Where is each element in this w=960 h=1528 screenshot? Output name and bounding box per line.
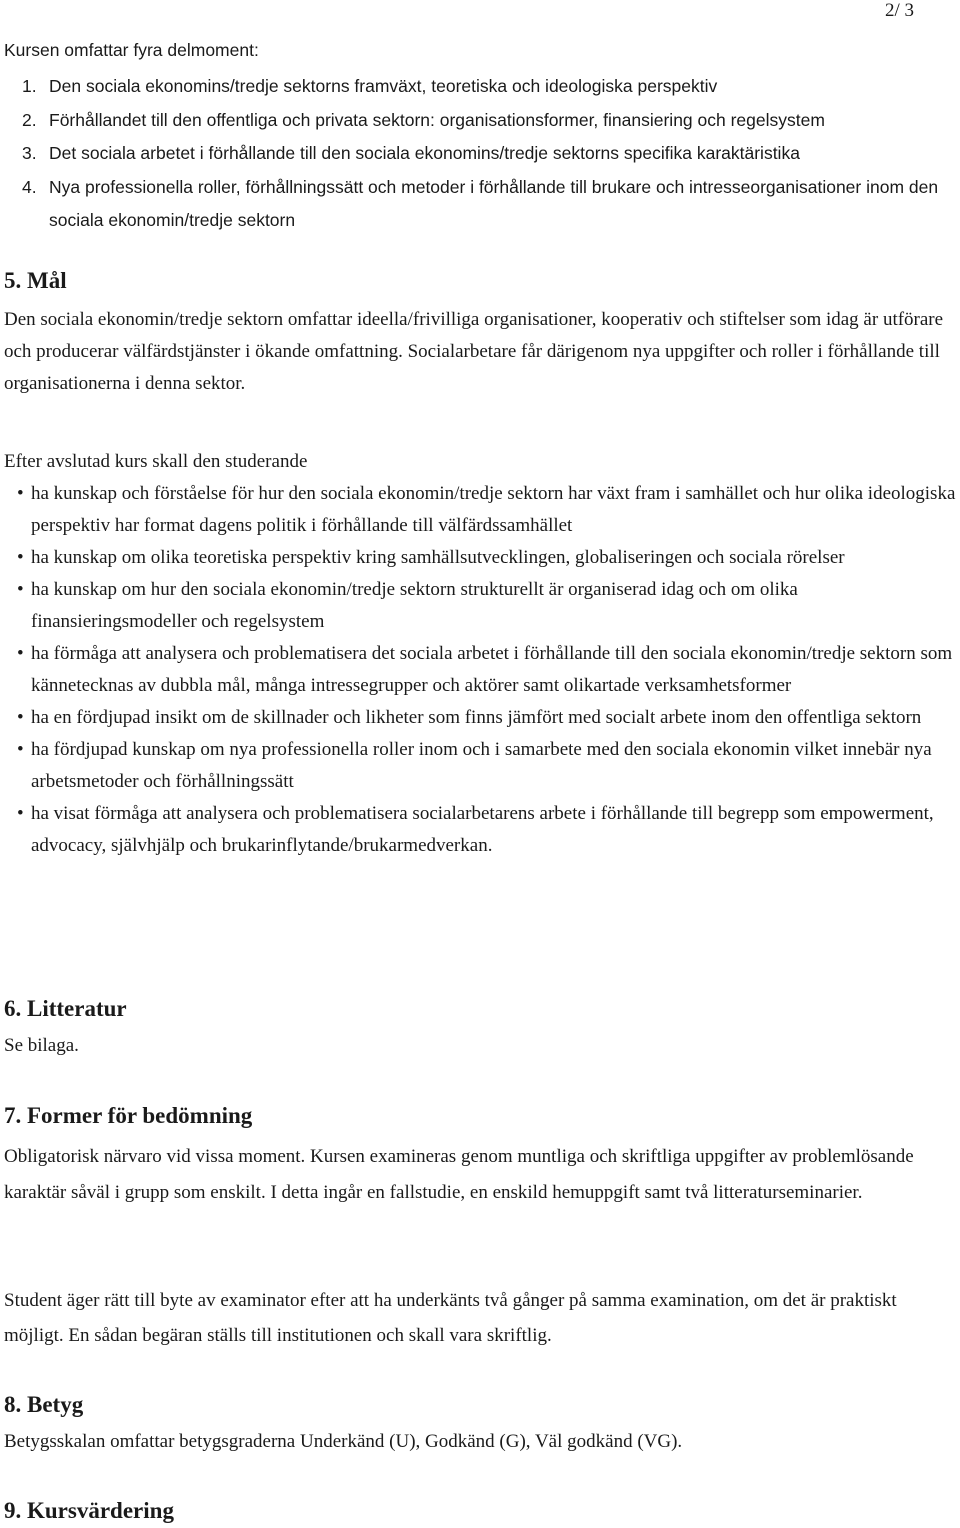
moment-item [22,104,952,138]
moment-item [22,171,952,238]
goals-text: Den sociala ekonomin/tredje sektorn omfattar ideella/frivilliga organisationer, kooperativ och stiftelser som idag är utförare och producerar välfärdstjänster i ökande omfattning. Socialarbetare får därigenom nya uppgifter och roller i förhållande till organisationerna i denna sektor. [4,309,944,394]
literature-heading: 6. Litteratur [4,996,127,1021]
page-number: 2/ 3 [884,0,914,21]
outcome-item: • ha kunskap och förståelse för hur den sociala ekonomin/tredje sektorn har växt fram i samhället och hur olika ideologiska perspektiv har format dagens politik i förhållande till välfärdssamhället [4,478,956,542]
outcomes-intro: Efter avslutad kurs skall den studerande [4,451,308,472]
outcome-item: • ha fördjupad kunskap om nya professionella roller inom och i samarbete med den sociala ekonomin vilket innebär nya arbetsmetoder och förhållningssätt [4,734,956,798]
outcome-item: • ha kunskap om hur den sociala ekonomin/tredje sektorn strukturellt är organiserad idag och om olika finansieringsmodeller och regelsystem [4,574,956,638]
moment-text: Det sociala arbetet i förhållande till den sociala ekonomins/tredje sektorns specifika karaktäristika [49,143,800,163]
outcomes-list [4,478,956,862]
literature-text: Se bilaga. [4,1035,79,1056]
examiner-change-text: Student äger rätt till byte av examinator efter att ha underkänts två gånger på samma examination, om det är praktiskt möjligt. En sådan begäran ställs till institutionen och skall vara skriftlig. [4,1290,897,1346]
outcome-item: • ha en fördjupad insikt om de skillnader och likheter som finns jämfört med socialt arbete inom den offentliga sektorn [4,702,956,734]
assessment-text: Obligatorisk närvaro vid vissa moment. Kursen examineras genom muntliga och skriftliga uppgifter av problemlösande karaktär såväl i grupp som enskilt. I detta ingår en fallstudie, en enskild hemuppgift samt två litteraturseminarier. [4,1146,914,1203]
moment-number: 4. [22,176,37,197]
course-moments-list [22,70,952,238]
moment-number: 1. [22,76,37,96]
evaluation-heading: 9. Kursvärdering [4,1498,174,1523]
moment-text: Nya professionella roller, förhållningssätt och metoder i förhållande till brukare och intresseorganisationer inom den sociala ekonomin/tredje sektorn [49,176,939,230]
moment-number: 2. [22,109,37,130]
moment-text: Förhållandet till den offentliga och privata sektorn: organisationsformer, finansiering och regelsystem [49,109,825,130]
moment-item [22,137,952,171]
grading-heading: 8. Betyg [4,1392,84,1417]
moment-text: Den sociala ekonomins/tredje sektorns framväxt, teoretiska och ideologiska perspektiv [49,76,718,96]
outcome-item: • ha kunskap om olika teoretiska perspektiv kring samhällsutvecklingen, globaliseringen och sociala rörelser [4,542,956,574]
outcome-item: • ha visat förmåga att analysera och problematisera socialarbetarens arbete i förhållande till begrepp som empowerment, advocacy, självhjälp och brukarinflytande/brukarmedverkan. [4,798,956,862]
course-moments-intro: Kursen omfattar fyra delmoment: [4,40,259,60]
goals-heading: 5. Mål [4,268,67,293]
moment-item [22,70,952,104]
moment-number: 3. [22,143,37,163]
grading-text: Betygsskalan omfattar betygsgraderna Underkänd (U), Godkänd (G), Väl godkänd (VG). [4,1431,683,1452]
assessment-heading: 7. Former för bedömning [4,1103,253,1128]
outcome-item: • ha förmåga att analysera och problematisera det sociala arbetet i förhållande till den sociala ekonomin/tredje sektorn som kännetecknas av dubbla mål, många intressegrupper och aktörer samt olikartade verksamhetsformer [4,638,956,702]
